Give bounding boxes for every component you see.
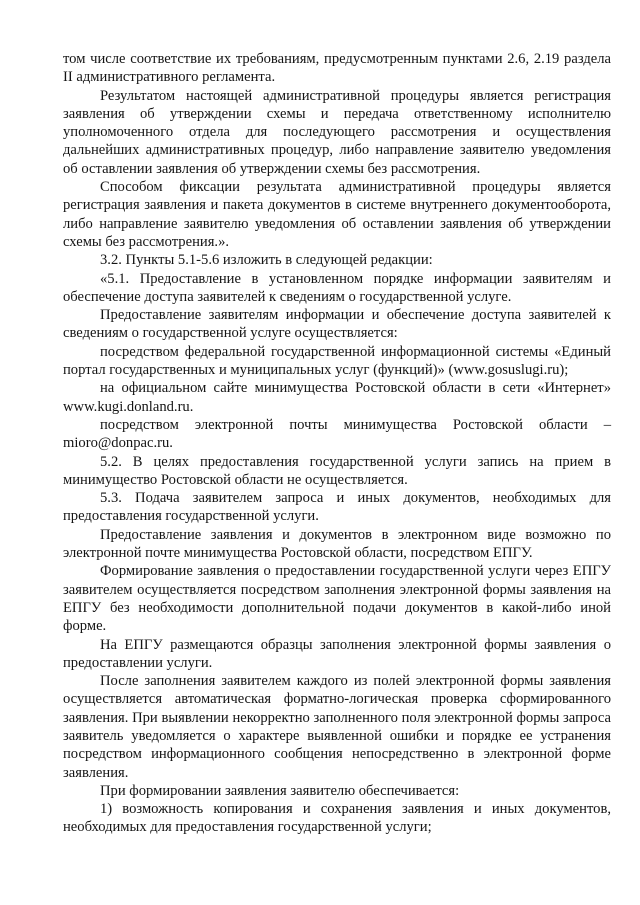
- paragraph-form-filling: Формирование заявления о предоставлении государственной услуги через ЕПГУ заявителем осуществляется посредством заполнения электронной формы заявления на ЕПГУ без необходимости дополнительной подачи документов в какой-либо иной форме.: [63, 563, 611, 635]
- paragraph-item-5-2: 5.2. В целях предоставления государственной услуги запись на прием в минимущество Ростовской области не осуществляется.: [63, 453, 611, 488]
- paragraph-item-3-2: 3.2. Пункты 5.1-5.6 изложить в следующей редакции:: [100, 252, 433, 269]
- paragraph-item-5-3: 5.3. Подача заявителем запроса и иных документов, необходимых для предоставления государственной услуги.: [63, 490, 611, 525]
- paragraph-official-site: на официальном сайте минимущества Ростовской области в сети «Интернет» www.kugi.donland.ru.: [63, 380, 611, 415]
- paragraph-validation: После заполнения заявителем каждого из полей электронной формы заявления осуществляется автоматическая форматно-логическая проверка сформированного заявления. При выявлении некорректно заполненного поля электронной формы запроса заявитель уведомляется о характере выявленной ошибки и порядке ее устранения посредством информационного сообщения непосредственно в электронной форме заявления.: [63, 673, 611, 781]
- document-page: [63, 50, 611, 837]
- paragraph-email: посредством электронной почты минимущества Ростовской области – mioro@donpac.ru.: [63, 416, 611, 452]
- paragraph-continuation: том числе соответствие их требованиям, предусмотренным пунктами 2.6, 2.19 раздела II административного регламента.: [63, 51, 611, 86]
- paragraph-item-5-1: «5.1. Предоставление в установленном порядке информации заявителям и обеспечение доступа заявителей к сведениям о государственной услуге.: [63, 270, 611, 305]
- paragraph-provided-features: При формировании заявления заявителю обеспечивается:: [100, 782, 460, 799]
- paragraph-result: Результатом настоящей административной процедуры является регистрация заявления об утверждении схемы и передача ответственному исполнителю уполномоченного отдела для последующего рассмотрения и осуществления дальнейших административных процедур, либо направление заявителю уведомления об оставлении заявления об утверждении схемы без рассмотрения.: [63, 87, 611, 177]
- paragraph-gosuslugi: посредством федеральной государственной информационной системы «Единый портал государственных и муниципальных услуг (функций)» (www.gosuslugi.ru);: [63, 343, 611, 379]
- paragraph-form-samples: На ЕПГУ размещаются образцы заполнения электронной формы заявления о предоставлении услуги.: [63, 636, 611, 671]
- paragraph-electronic-submission: Предоставление заявления и документов в электронном виде возможно по электронной почте минимущества Ростовской области, посредством ЕПГУ.: [63, 526, 611, 562]
- paragraph-fixation-method: Способом фиксации результата административной процедуры является регистрация заявления и пакета документов в системе внутреннего документооборота, либо направление заявителю уведомления об оставлении заявления об утверждении схемы без рассмотрения.».: [63, 179, 611, 250]
- paragraph-copy-save: 1) возможность копирования и сохранения заявления и иных документов, необходимых для предоставления государственной услуги;: [63, 801, 611, 836]
- paragraph-info-provision: Предоставление заявителям информации и обеспечение доступа заявителей к сведениям о государственной услуге осуществляется:: [63, 307, 611, 342]
